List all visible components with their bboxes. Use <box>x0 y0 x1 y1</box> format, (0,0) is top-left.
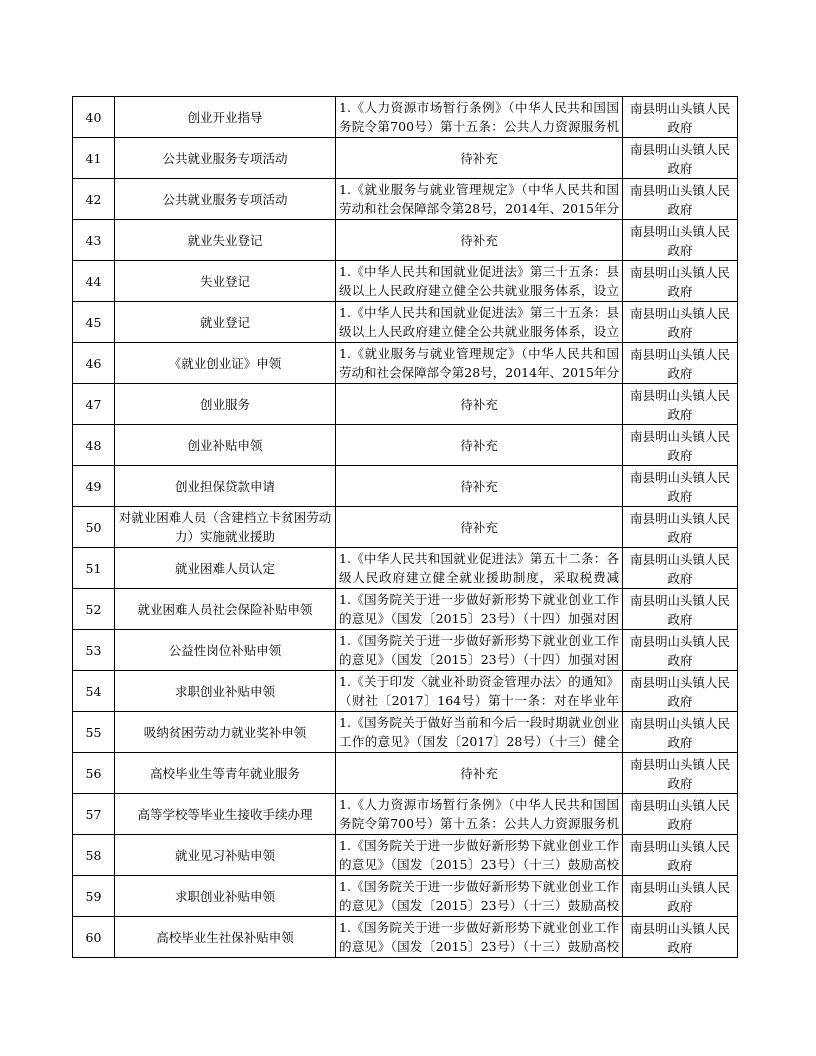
service-item-name: 创业担保贷款申请 <box>115 466 336 507</box>
table-row <box>73 794 738 835</box>
legal-basis-cell <box>336 343 623 384</box>
legal-basis-cell <box>336 753 623 794</box>
responsible-dept: 南县明山头镇人民政府 <box>629 921 730 955</box>
table-row <box>73 671 738 712</box>
table-row <box>73 589 738 630</box>
row-number: 57 <box>73 794 115 835</box>
table-row <box>73 343 738 384</box>
responsible-dept: 南县明山头镇人民政府 <box>629 798 730 832</box>
legal-basis-cell <box>336 466 623 507</box>
legal-basis-text: 待补充 <box>460 396 498 412</box>
legal-basis-cell <box>336 179 623 220</box>
legal-basis-text: 1.《国务院关于进一步做好新形势下就业创业工作的意见》（国发〔2015〕23号）（十三）鼓励高校 <box>339 879 619 913</box>
responsible-dept-cell <box>623 261 738 302</box>
responsible-dept: 南县明山头镇人民政府 <box>629 470 730 504</box>
legal-basis-text: 1.《人力资源市场暂行条例》（中华人民共和国国务院令第700号）第十五条：公共人力资源服务机 <box>339 797 619 831</box>
service-item-name: 就业失业登记 <box>115 220 336 261</box>
responsible-dept-cell <box>623 753 738 794</box>
service-item-name: 就业困难人员社会保险补贴申领 <box>115 589 336 630</box>
legal-basis-text: 1.《就业服务与就业管理规定》（中华人民共和国劳动和社会保障部令第28号，2014年、2015年分 <box>339 346 619 380</box>
row-number: 42 <box>73 179 115 220</box>
table-row <box>73 138 738 179</box>
row-number: 59 <box>73 876 115 917</box>
legal-basis-text: 1.《就业服务与就业管理规定》（中华人民共和国劳动和社会保障部令第28号，2014年、2015年分 <box>339 182 619 216</box>
legal-basis-cell <box>336 425 623 466</box>
responsible-dept: 南县明山头镇人民政府 <box>629 593 730 627</box>
responsible-dept-cell <box>623 671 738 712</box>
legal-basis-cell <box>336 630 623 671</box>
responsible-dept: 南县明山头镇人民政府 <box>629 880 730 914</box>
service-item-name: 求职创业补贴申领 <box>115 671 336 712</box>
legal-basis-text: 1.《国务院关于进一步做好新形势下就业创业工作的意见》（国发〔2015〕23号）（十四）加强对困 <box>339 633 619 667</box>
responsible-dept: 南县明山头镇人民政府 <box>629 675 730 709</box>
row-number: 56 <box>73 753 115 794</box>
legal-basis-cell <box>336 97 623 138</box>
service-item-name: 就业困难人员认定 <box>115 548 336 589</box>
responsible-dept-cell <box>623 220 738 261</box>
responsible-dept: 南县明山头镇人民政府 <box>629 306 730 340</box>
legal-basis-cell <box>336 589 623 630</box>
legal-basis-cell <box>336 507 623 548</box>
responsible-dept: 南县明山头镇人民政府 <box>629 716 730 750</box>
legal-basis-cell <box>336 220 623 261</box>
legal-basis-text: 1.《关于印发〈就业补助资金管理办法〉的通知》（财社〔2017〕164号）第十一条：对在毕业年 <box>339 674 619 708</box>
table-row <box>73 876 738 917</box>
service-item-name: 创业开业指导 <box>115 97 336 138</box>
responsible-dept-cell <box>623 794 738 835</box>
legal-basis-cell <box>336 835 623 876</box>
legal-basis-text: 待补充 <box>460 519 498 535</box>
responsible-dept-cell <box>623 917 738 958</box>
responsible-dept-cell <box>623 302 738 343</box>
legal-basis-text: 1.《人力资源市场暂行条例》（中华人民共和国国务院令第700号）第十五条：公共人力资源服务机 <box>339 100 619 134</box>
row-number: 54 <box>73 671 115 712</box>
row-number: 45 <box>73 302 115 343</box>
responsible-dept-cell <box>623 138 738 179</box>
service-item-name: 公共就业服务专项活动 <box>115 179 336 220</box>
row-number: 58 <box>73 835 115 876</box>
service-item-name: 就业登记 <box>115 302 336 343</box>
service-item-name: 创业补贴申领 <box>115 425 336 466</box>
legal-basis-text: 待补充 <box>460 150 498 166</box>
responsible-dept: 南县明山头镇人民政府 <box>629 142 730 176</box>
table-row <box>73 753 738 794</box>
responsible-dept-cell <box>623 589 738 630</box>
responsible-dept-cell <box>623 630 738 671</box>
table-row <box>73 97 738 138</box>
responsible-dept: 南县明山头镇人民政府 <box>629 511 730 545</box>
responsible-dept: 南县明山头镇人民政府 <box>629 429 730 463</box>
row-number: 51 <box>73 548 115 589</box>
table-row <box>73 384 738 425</box>
responsible-dept-cell <box>623 97 738 138</box>
legal-basis-text: 1.《国务院关于做好当前和今后一段时期就业创业工作的意见》（国发〔2017〕28号）（十三）健全 <box>339 715 619 749</box>
responsible-dept-cell <box>623 425 738 466</box>
service-item-name: 《就业创业证》申领 <box>115 343 336 384</box>
row-number: 50 <box>73 507 115 548</box>
legal-basis-cell <box>336 384 623 425</box>
table-row <box>73 630 738 671</box>
service-item-name: 高校毕业生社保补贴申领 <box>115 917 336 958</box>
row-number: 44 <box>73 261 115 302</box>
table-row <box>73 712 738 753</box>
responsible-dept-cell <box>623 384 738 425</box>
row-number: 52 <box>73 589 115 630</box>
row-number: 41 <box>73 138 115 179</box>
responsible-dept-cell <box>623 343 738 384</box>
legal-basis-text: 1.《中华人民共和国就业促进法》第三十五条：县级以上人民政府建立健全公共就业服务体系，设立 <box>339 305 619 339</box>
legal-basis-cell <box>336 712 623 753</box>
service-item-name: 失业登记 <box>115 261 336 302</box>
service-item-name: 对就业困难人员（含建档立卡贫困劳动力）实施就业援助 <box>115 507 336 548</box>
service-item-name: 高校毕业生等青年就业服务 <box>115 753 336 794</box>
responsible-dept-cell <box>623 548 738 589</box>
row-number: 46 <box>73 343 115 384</box>
legal-basis-cell <box>336 302 623 343</box>
responsible-dept-cell <box>623 835 738 876</box>
row-number: 40 <box>73 97 115 138</box>
table-row <box>73 548 738 589</box>
legal-basis-text: 待补充 <box>460 437 498 453</box>
row-number: 43 <box>73 220 115 261</box>
responsible-dept: 南县明山头镇人民政府 <box>629 101 730 135</box>
legal-basis-cell <box>336 671 623 712</box>
responsible-dept: 南县明山头镇人民政府 <box>629 839 730 873</box>
row-number: 48 <box>73 425 115 466</box>
responsible-dept: 南县明山头镇人民政府 <box>629 552 730 586</box>
responsible-dept: 南县明山头镇人民政府 <box>629 634 730 668</box>
responsible-dept-cell <box>623 876 738 917</box>
legal-basis-text: 待补充 <box>460 765 498 781</box>
responsible-dept: 南县明山头镇人民政府 <box>629 183 730 217</box>
service-item-name: 吸纳贫困劳动力就业奖补申领 <box>115 712 336 753</box>
legal-basis-cell <box>336 261 623 302</box>
service-item-name: 高等学校等毕业生接收手续办理 <box>115 794 336 835</box>
service-items-table <box>72 96 738 958</box>
legal-basis-text: 待补充 <box>460 478 498 494</box>
service-item-name: 公益性岗位补贴申领 <box>115 630 336 671</box>
responsible-dept-cell <box>623 507 738 548</box>
legal-basis-text: 1.《国务院关于进一步做好新形势下就业创业工作的意见》（国发〔2015〕23号）（十三）鼓励高校 <box>339 920 619 954</box>
responsible-dept-cell <box>623 179 738 220</box>
row-number: 60 <box>73 917 115 958</box>
service-item-name: 公共就业服务专项活动 <box>115 138 336 179</box>
responsible-dept: 南县明山头镇人民政府 <box>629 265 730 299</box>
table-row <box>73 917 738 958</box>
legal-basis-cell <box>336 138 623 179</box>
table-row <box>73 261 738 302</box>
row-number: 49 <box>73 466 115 507</box>
service-item-name: 求职创业补贴申领 <box>115 876 336 917</box>
legal-basis-text: 1.《中华人民共和国就业促进法》第五十二条：各级人民政府建立健全就业援助制度，采取税费减 <box>339 551 619 585</box>
service-item-name: 就业见习补贴申领 <box>115 835 336 876</box>
legal-basis-cell <box>336 548 623 589</box>
row-number: 55 <box>73 712 115 753</box>
table-row <box>73 302 738 343</box>
table-body <box>73 97 738 958</box>
table-row <box>73 220 738 261</box>
legal-basis-cell <box>336 794 623 835</box>
legal-basis-text: 1.《国务院关于进一步做好新形势下就业创业工作的意见》（国发〔2015〕23号）（十四）加强对困 <box>339 592 619 626</box>
row-number: 47 <box>73 384 115 425</box>
legal-basis-cell <box>336 917 623 958</box>
legal-basis-cell <box>336 876 623 917</box>
responsible-dept: 南县明山头镇人民政府 <box>629 388 730 422</box>
table-row <box>73 179 738 220</box>
table-row <box>73 507 738 548</box>
row-number: 53 <box>73 630 115 671</box>
legal-basis-text: 待补充 <box>460 232 498 248</box>
responsible-dept-cell <box>623 712 738 753</box>
table-row <box>73 425 738 466</box>
table-row <box>73 466 738 507</box>
legal-basis-text: 1.《中华人民共和国就业促进法》第三十五条：县级以上人民政府建立健全公共就业服务体系，设立 <box>339 264 619 298</box>
responsible-dept: 南县明山头镇人民政府 <box>629 347 730 381</box>
service-item-name: 创业服务 <box>115 384 336 425</box>
responsible-dept: 南县明山头镇人民政府 <box>629 757 730 791</box>
responsible-dept-cell <box>623 466 738 507</box>
table-row <box>73 835 738 876</box>
legal-basis-text: 1.《国务院关于进一步做好新形势下就业创业工作的意见》（国发〔2015〕23号）（十三）鼓励高校 <box>339 838 619 872</box>
responsible-dept: 南县明山头镇人民政府 <box>629 224 730 258</box>
